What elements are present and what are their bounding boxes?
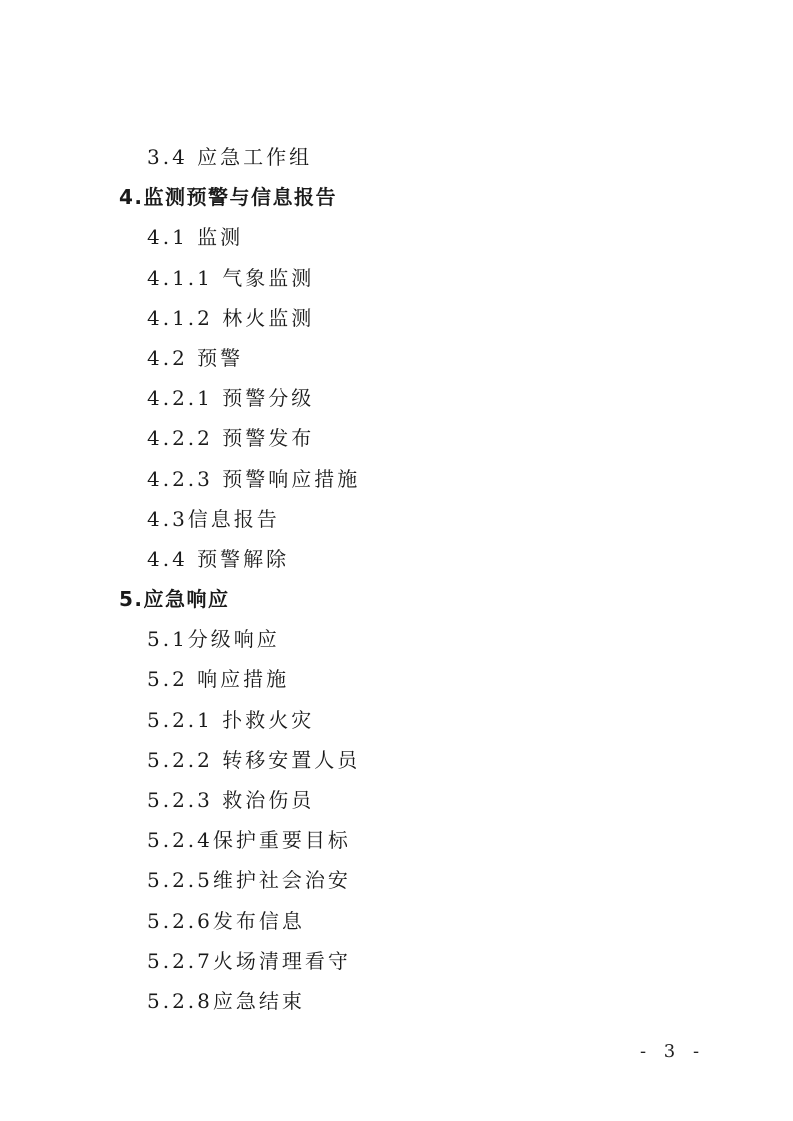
table-of-contents [0,137,793,1021]
toc-item: 4.1 监测 [147,225,244,250]
toc-item: 4.1.1 气象监测 [147,265,315,290]
toc-item: 4.1.2 林火监测 [147,305,315,330]
toc-item: 5.2.4保护重要目标 [147,828,351,853]
toc-item: 5.2.7火场清理看守 [147,948,351,973]
toc-item: 4.4 预警解除 [147,546,290,571]
toc-item: 5.2.1 扑救火灾 [147,707,315,732]
toc-item: 5.2.6发布信息 [147,908,305,933]
toc-item: 4.2.1 预警分级 [147,386,315,411]
toc-item: 5.1分级响应 [147,627,280,652]
toc-item: 5.2 响应措施 [147,667,290,692]
toc-item: 4.2.2 预警发布 [147,426,315,451]
toc-item: 5.2.2 转移安置人员 [147,747,361,772]
toc-item: 4.2.3 预警响应措施 [147,466,361,491]
toc-item: 5.2.8应急结束 [147,988,305,1013]
toc-item: 3.4 应急工作组 [147,145,313,169]
toc-item: 5.2.5维护社会治安 [147,868,351,893]
toc-item: 5.2.3 救治伤员 [147,788,315,812]
toc-item: 4.2 预警 [147,345,244,370]
page-number: - 3 - [640,1041,706,1062]
toc-item: 4.监测预警与信息报告 [119,185,338,210]
toc-item: 4.3信息报告 [147,506,280,531]
toc-item: 5.应急响应 [119,587,230,612]
